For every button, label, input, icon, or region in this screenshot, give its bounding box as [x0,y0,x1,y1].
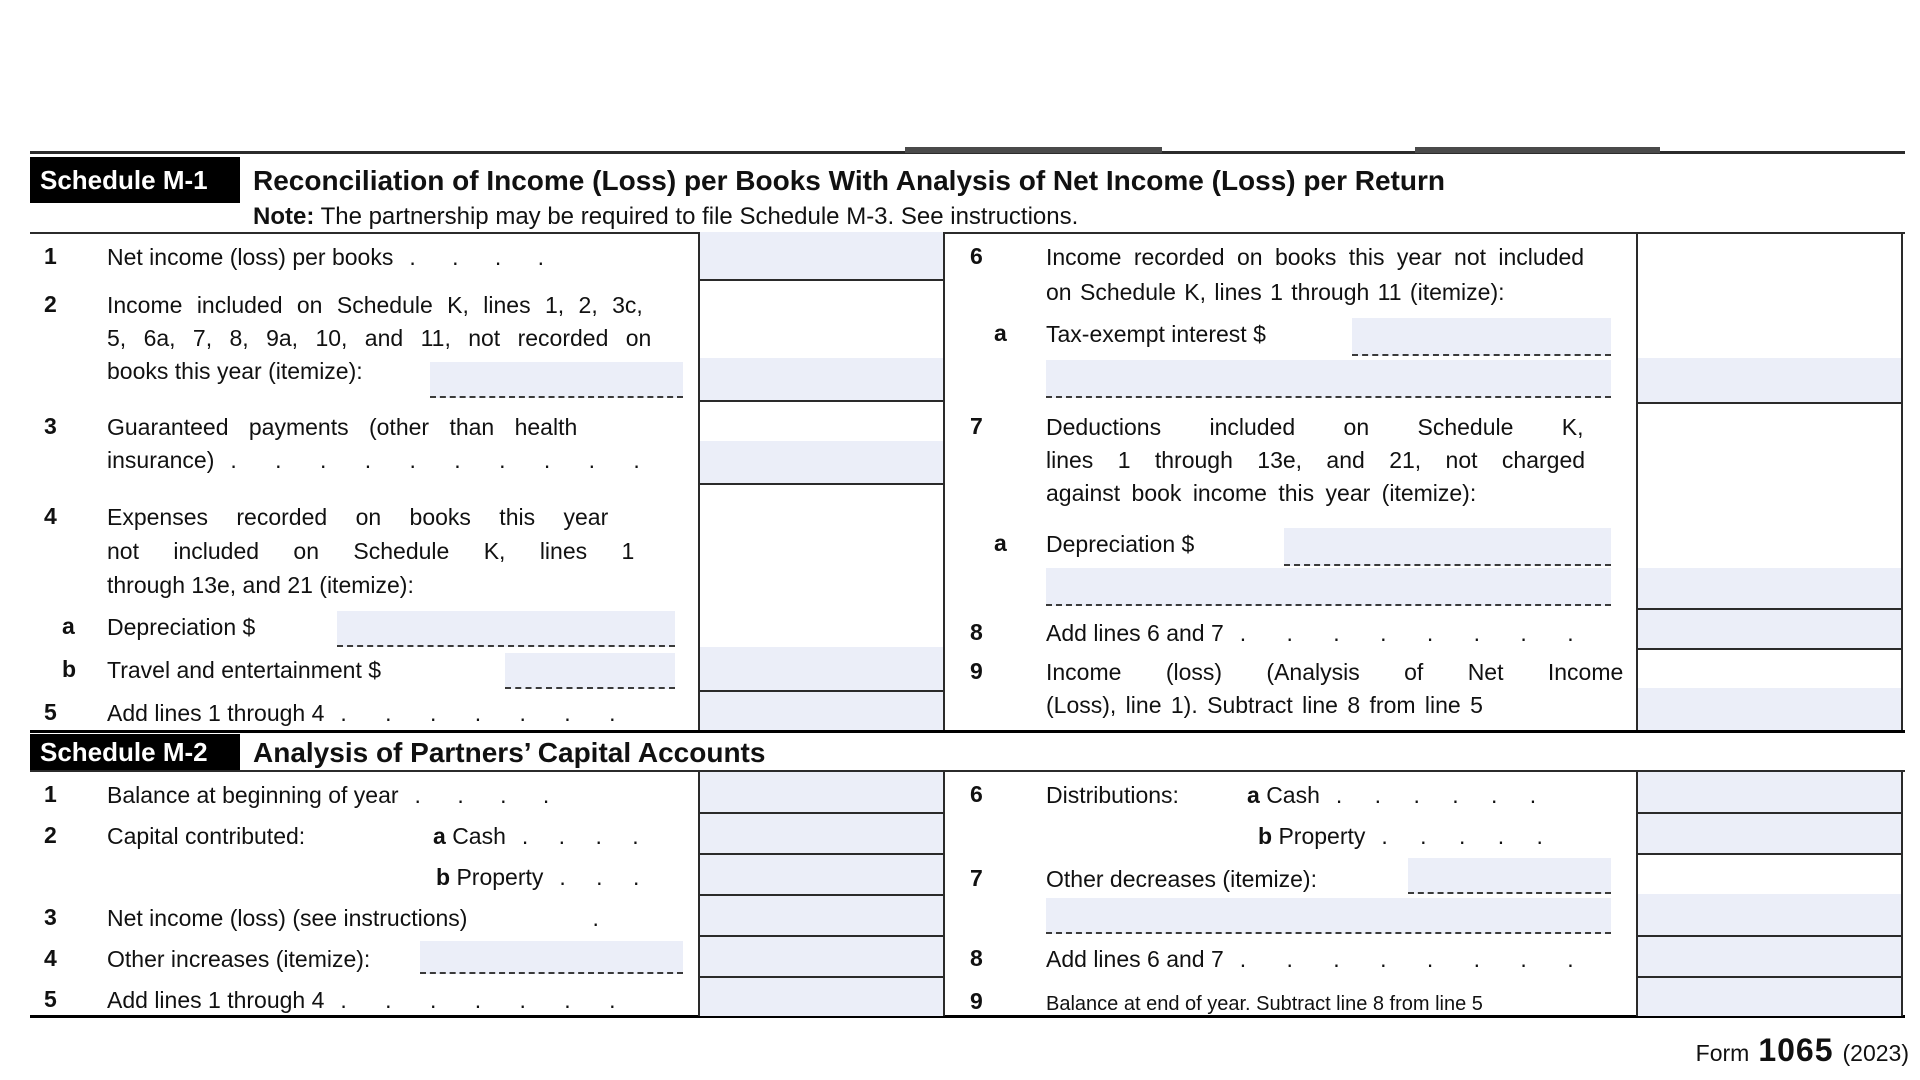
m2-line2b-dot-leader: . . . [559,864,641,890]
m1-left-amount-column [698,232,945,730]
m1-line4-label-row2: not included on Schedule K, lines 1 [107,538,635,564]
m2-line2a-amount-entry[interactable] [700,814,943,853]
m2-line6a-dot-leader: . . . . . . [1335,782,1538,808]
m2-line4-amount-cell [700,937,943,978]
note-label: Note: [253,203,315,230]
m1-line6-itemize-field[interactable] [1046,360,1611,398]
top-rule-segment-2 [1415,147,1660,153]
m2-line2-label: Capital contributed: [107,823,306,849]
m2-line3-amount-entry[interactable] [700,896,943,935]
schedule-m1-title: Reconciliation of Income (Loss) per Books With Analysis of Net Income (Loss) per Return [253,165,1445,196]
m1-line8-amount-cell [1638,610,1901,650]
m2-table-top-border [30,770,1905,772]
m2-line8-amount-entry[interactable] [1638,937,1901,976]
m1-line1-label: Net income (loss) per books . . . . [107,244,546,270]
m2-line5-number: 5 [44,986,57,1012]
m2-line4-itemize-field[interactable] [420,941,683,974]
m1-line1-dot-leader: . . . . [409,244,546,270]
m1-line3-amount-cell [700,402,943,485]
m1-line6-amount-entry[interactable] [1638,358,1901,402]
m2-line1-dot-leader: . . . . [414,782,551,808]
m1-line5-number: 5 [44,699,57,725]
m2-line6a-label: a Cash . . . . . . [1247,782,1538,808]
m2-line7-amount-cell [1638,855,1901,937]
m1-line7-amount-entry[interactable] [1638,568,1901,608]
m1-line5-dot-leader: . . . . . . . [340,700,617,726]
m2-line4-label: Other increases (itemize): [107,946,371,972]
m2-line5-dot-leader: . . . . . . . [340,987,617,1013]
m1-line4a-letter: a [62,613,75,639]
m1-line4b-label: Travel and entertainment $ [107,657,382,683]
form-footer [1696,1032,1909,1069]
m2-line7-amount-entry[interactable] [1638,894,1901,935]
m1-line1-number: 1 [44,243,57,269]
m2-line6b-dot-leader: . . . . . [1381,823,1544,849]
m1-line6-number: 6 [970,243,983,269]
m1-line9-amount-entry[interactable] [1638,688,1901,730]
m1-line1-amount-cell [700,232,943,281]
m2-left-amount-column [698,772,945,1016]
m2-line9-number: 9 [970,988,983,1014]
m1-line5-label: Add lines 1 through 4 . . . . . . . [107,700,617,726]
m1-line9-number: 9 [970,658,983,684]
m2-line1-amount-entry[interactable] [700,772,943,812]
m2-line2a-dot-leader: . . . . [521,823,640,849]
m1-line8-number: 8 [970,619,983,645]
m1-line3-number: 3 [44,413,57,439]
m1-line1-amount-entry[interactable] [700,232,943,279]
note-text: The partnership may be required to file Schedule M-3. See instructions. [320,203,1079,230]
m1-line9-label-row2: (Loss), line 1). Subtract line 8 from line 5 [1046,692,1483,718]
m2-line6b-label: b Property . . . . . [1258,823,1544,849]
m1-right-amount-column [1636,232,1903,730]
m1-line7a-label: Depreciation $ [1046,531,1195,557]
m2-line8-number: 8 [970,945,983,971]
m1-line6-label-row2: on Schedule K, lines 1 through 11 (itemize): [1046,279,1505,305]
m2-line6b-amount-entry[interactable] [1638,814,1901,853]
m2-right-amount-column [1636,772,1903,1016]
m1-line5-amount-cell [700,692,943,730]
m2-line2b-label: b Property . . . [436,864,641,890]
m1-line7-number: 7 [970,413,983,439]
m1-line8-amount-entry[interactable] [1638,610,1901,648]
m2-line9-amount-entry[interactable] [1638,978,1901,1016]
m1-line2-number: 2 [44,291,57,317]
m1-line2-amount-cell [700,281,943,402]
m1-line4-label-row1: Expenses recorded on books this year [107,504,609,530]
m2-line6-number: 6 [970,781,983,807]
schedule-m1-tab: Schedule M-1 [30,157,240,203]
m1-line4a-amount-field[interactable] [337,611,675,647]
schedule-m2-tab: Schedule M-2 [30,734,240,770]
m1-line2-label-row1: Income included on Schedule K, lines 1, 2, 3c, [107,292,643,318]
m1-line7-itemize-field[interactable] [1046,568,1611,606]
m2-line3-dot-leader: . [592,905,600,931]
m2-line4-amount-entry[interactable] [700,937,943,976]
m1-line4a-label: Depreciation $ [107,614,256,640]
m1-line4-label-row3: through 13e, and 21 (itemize): [107,572,414,598]
m1-line2-label-row2: 5, 6a, 7, 8, 9a, 10, and 11, not recorded on [107,325,652,351]
footer-form-year: (2023) [1842,1040,1909,1066]
schedule-m2-title: Analysis of Partners’ Capital Accounts [253,737,766,768]
footer-form-number: 1065 [1758,1032,1834,1068]
m1-line2-label-row3: books this year (itemize): [107,358,363,384]
m2-line8-amount-cell [1638,937,1901,978]
m1-line7-label-row1: Deductions included on Schedule K, [1046,414,1584,440]
m2-line5-label: Add lines 1 through 4 . . . . . . . [107,987,617,1013]
m1-line4-number: 4 [44,503,57,529]
m1-line6a-amount-field[interactable] [1352,318,1611,356]
m2-line1-number: 1 [44,781,57,807]
m2-line6a-amount-entry[interactable] [1638,772,1901,812]
m2-line1-label: Balance at beginning of year . . . . [107,782,551,808]
m2-line6-label: Distributions: [1046,782,1179,808]
m1-line6-amount-cell [1638,232,1901,404]
m2-line3-amount-cell [700,896,943,937]
m2-line8-dot-leader: . . . . . . . . [1239,946,1575,972]
m2-line2b-amount-entry[interactable] [700,855,943,894]
m1-line2-amount-entry[interactable] [700,358,943,400]
m2-line2-number: 2 [44,822,57,848]
m2-line2a-amount-cell [700,814,943,855]
m1-line3-label-row2: insurance) . . . . . . . . . . [107,447,641,473]
m1-line3-dot-leader: . . . . . . . . . . [230,447,641,473]
m2-line7-number: 7 [970,865,983,891]
m2-line4-number: 4 [44,945,57,971]
footer-form-word: Form [1695,1040,1750,1066]
m2-line5-amount-entry[interactable] [700,978,943,1016]
m1-line5-amount-entry[interactable] [700,692,943,730]
m1-line6a-label: Tax-exempt interest $ [1046,321,1266,347]
m1-line8-label: Add lines 6 and 7 . . . . . . . . [1046,620,1575,646]
m2-line9-label: Balance at end of year. Subtract line 8 from line 5 [1046,993,1483,1015]
m2-line9-amount-cell [1638,978,1901,1016]
m1-line9-amount-cell [1638,650,1901,730]
m2-line8-label: Add lines 6 and 7 . . . . . . . . [1046,946,1575,972]
m1-line3-label-row1: Guaranteed payments (other than health [107,414,578,440]
m1-line7-label-row2: lines 1 through 13e, and 21, not charged [1046,447,1586,473]
m2-line6a-amount-cell [1638,772,1901,814]
m1-line6a-letter: a [994,320,1007,346]
m2-line7-label: Other decreases (itemize): [1046,866,1317,892]
m2-line5-amount-cell [700,978,943,1016]
m1-line4-amount-cell [700,485,943,692]
m2-table-bottom-border [30,1015,1905,1018]
top-rule-segment-1 [905,147,1162,153]
m1-line2-itemize-field[interactable] [430,362,683,398]
m1-line3-amount-entry[interactable] [700,441,943,483]
m1-line4b-amount-field[interactable] [505,653,675,689]
m1-line8-dot-leader: . . . . . . . . [1239,620,1575,646]
m1-line6-label-row1: Income recorded on books this year not included [1046,244,1585,270]
m2-line7-itemize-field-2[interactable] [1046,898,1611,934]
m2-line3-label: Net income (loss) (see instructions) . [107,905,600,931]
m1-table-bottom-border [30,730,1905,733]
m2-line7-itemize-field[interactable] [1408,858,1611,894]
schedule-m1-note [253,203,1078,231]
m2-line6b-amount-cell [1638,814,1901,855]
m1-line4-amount-entry[interactable] [700,647,943,690]
m2-line1-amount-cell [700,772,943,814]
m1-line7a-amount-field[interactable] [1284,528,1611,566]
m2-line2b-amount-cell [700,855,943,896]
m1-line7a-letter: a [994,530,1007,556]
m2-line3-number: 3 [44,904,57,930]
m2-line2a-label: a Cash . . . . [433,823,640,849]
m1-table-top-border [30,232,1905,234]
m1-line9-label-row1: Income (loss) (Analysis of Net Income [1046,659,1624,685]
m1-line7-label-row3: against book income this year (itemize): [1046,480,1477,506]
m1-line4b-letter: b [62,656,77,682]
m1-line7-amount-cell [1638,404,1901,610]
